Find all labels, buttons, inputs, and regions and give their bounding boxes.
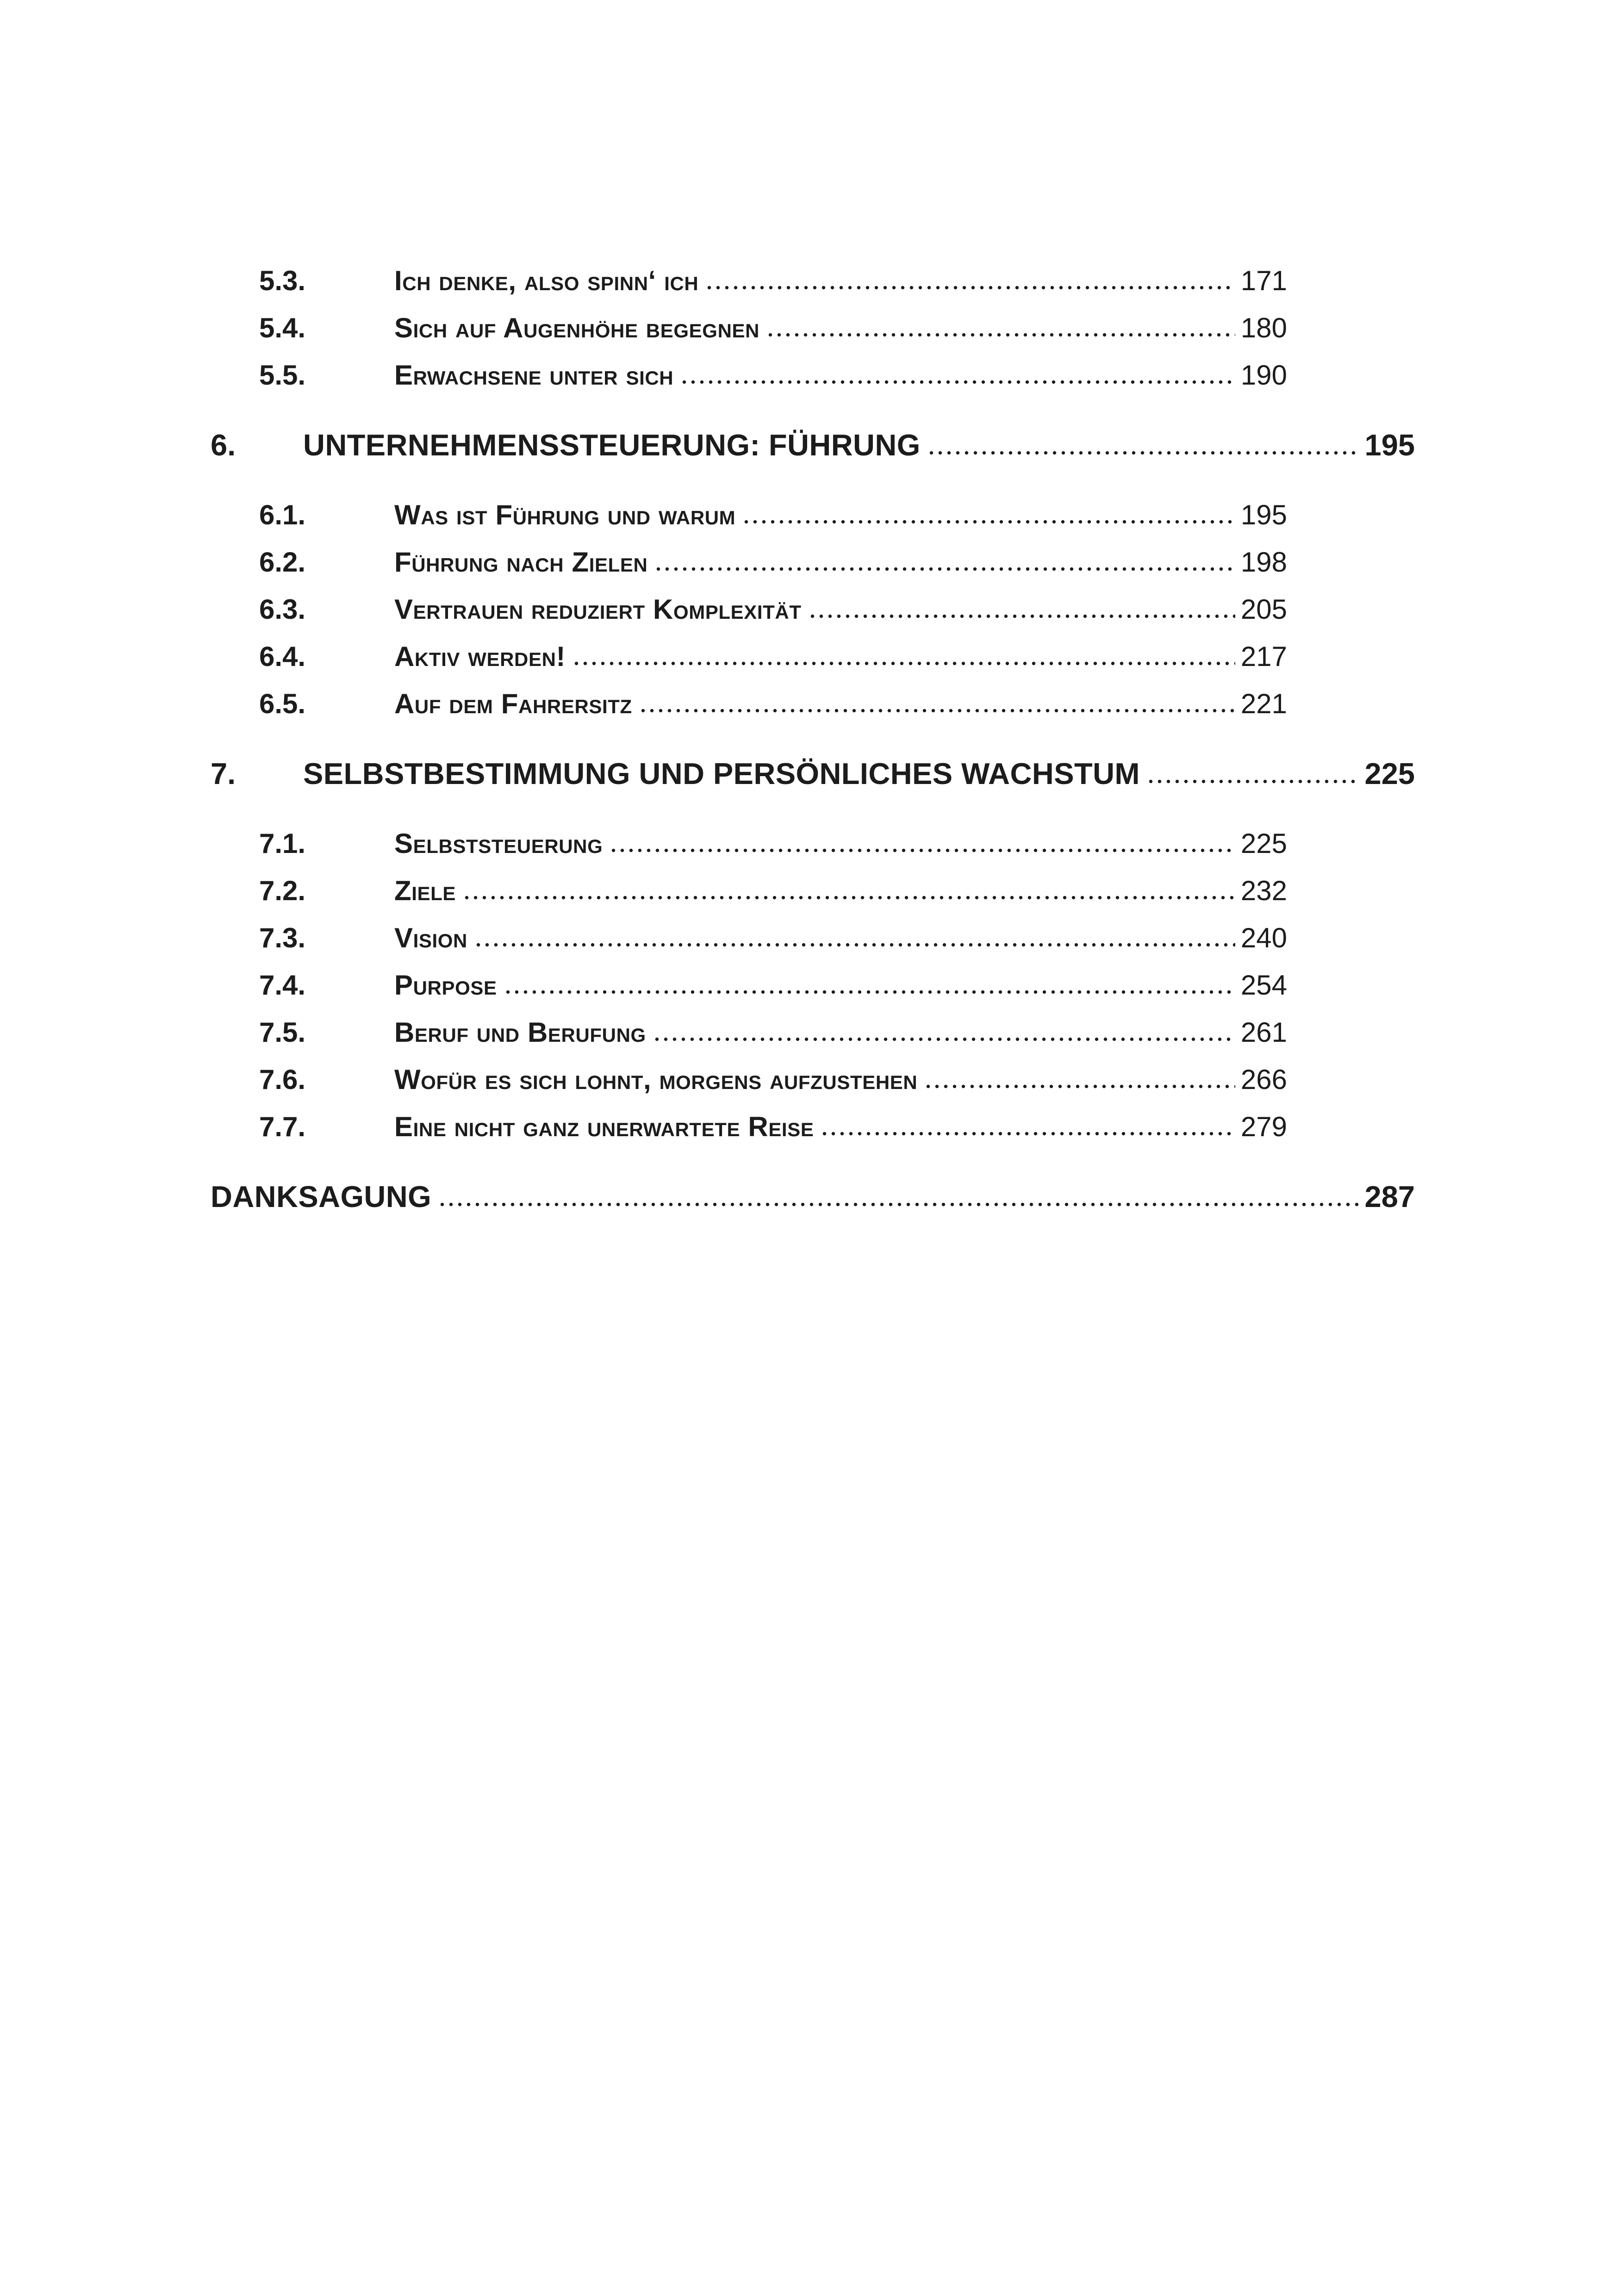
entry-page-number: 195 [1240,499,1287,530]
toc-entry [211,820,1415,867]
entry-number: 7. [211,757,236,790]
entry-title: Eine nicht ganz unerwartete Reise [394,1111,814,1142]
dot-leader [924,1084,1235,1089]
toc-entry [211,1056,1415,1103]
entry-page-number: 225 [1364,757,1415,790]
toc-entry [211,539,1415,586]
dot-leader [462,895,1235,900]
entry-title: Aktiv werden! [394,641,566,672]
entry-title: Erwachsene unter sich [394,360,674,391]
entry-title: Beruf und Berufung [394,1017,646,1048]
dot-leader [680,380,1235,385]
entry-page-number: 261 [1240,1017,1287,1048]
entry-title: Purpose [394,970,497,1001]
entry-number: 6.4. [259,641,306,672]
dot-leader [927,450,1359,455]
entry-title: DANKSAGUNG [211,1180,432,1213]
entry-page-number: 180 [1240,312,1287,343]
toc-entry [211,352,1415,399]
toc-entry [211,1009,1415,1056]
entry-page-number: 240 [1240,922,1287,953]
entry-page-number: 205 [1240,594,1287,625]
entry-number: 7.1. [259,828,306,859]
entry-number: 7.2. [259,875,306,906]
entry-title: UNTERNEHMENSSTEUERUNG: FÜHRUNG [303,428,921,462]
toc-entry [211,257,1415,305]
entry-number: 7.7. [259,1111,306,1142]
entry-number: 7.6. [259,1064,306,1095]
entry-page-number: 190 [1240,360,1287,391]
toc-entry [211,492,1415,539]
entry-page-number: 217 [1240,641,1287,672]
dot-leader [820,1131,1235,1136]
toc-entry [211,633,1415,680]
dot-leader [766,332,1235,337]
entry-title: Auf dem Fahrersitz [394,688,632,719]
toc-entry [211,680,1415,728]
dot-leader [653,1037,1235,1042]
entry-number: 6.5. [259,688,306,719]
entry-number: 5.3. [259,265,306,296]
dot-leader [654,566,1235,572]
dot-leader [609,848,1235,853]
toc-entry [211,1103,1415,1151]
dot-leader [1146,779,1359,784]
entry-page-number: 254 [1240,970,1287,1001]
table-of-contents [211,257,1415,1243]
entry-title: Selbststeuerung [394,828,603,859]
entry-title: Wofür es sich lohnt, morgens aufzustehen [394,1064,918,1095]
entry-number: 5.5. [259,360,306,391]
dot-leader [808,614,1235,619]
toc-entry [211,305,1415,352]
entry-title: Ich denke, also spinn‘ ich [394,265,699,296]
toc-entry [211,915,1415,962]
dot-leader [572,661,1235,666]
entry-title: Was ist Führung und warum [394,499,736,530]
entry-title: Sich auf Augenhöhe begegnen [394,312,760,343]
dot-leader [639,708,1235,713]
dot-leader [742,519,1235,524]
entry-page-number: 279 [1240,1111,1287,1142]
entry-number: 7.4. [259,970,306,1001]
entry-page-number: 195 [1364,428,1415,462]
dot-leader [474,942,1235,947]
toc-entry [211,867,1415,915]
entry-number: 6.1. [259,499,306,530]
entry-page-number: 266 [1240,1064,1287,1095]
entry-title: Führung nach Zielen [394,547,648,578]
toc-chapter-entry [211,750,1415,798]
dot-leader [438,1202,1359,1207]
entry-page-number: 171 [1240,265,1287,296]
entry-number: 7.3. [259,922,306,953]
toc-entry [211,586,1415,633]
entry-title: Ziele [394,875,456,906]
entry-number: 7.5. [259,1017,306,1048]
dot-leader [504,989,1235,995]
entry-number: 6.3. [259,594,306,625]
entry-title: Vertrauen reduziert Komplexität [394,594,802,625]
entry-number: 6. [211,428,236,462]
entry-page-number: 221 [1240,688,1287,719]
entry-title: Vision [394,922,467,953]
entry-page-number: 232 [1240,875,1287,906]
entry-number: 5.4. [259,312,306,343]
dot-leader [705,285,1235,290]
entry-page-number: 287 [1364,1180,1415,1213]
toc-chapter-entry [211,1173,1415,1221]
entry-page-number: 225 [1240,828,1287,859]
toc-entry [211,962,1415,1009]
entry-number: 6.2. [259,547,306,578]
toc-chapter-entry [211,421,1415,469]
entry-title: SELBSTBESTIMMUNG UND PERSÖNLICHES WACHSTUM [303,757,1140,790]
entry-page-number: 198 [1240,547,1287,578]
